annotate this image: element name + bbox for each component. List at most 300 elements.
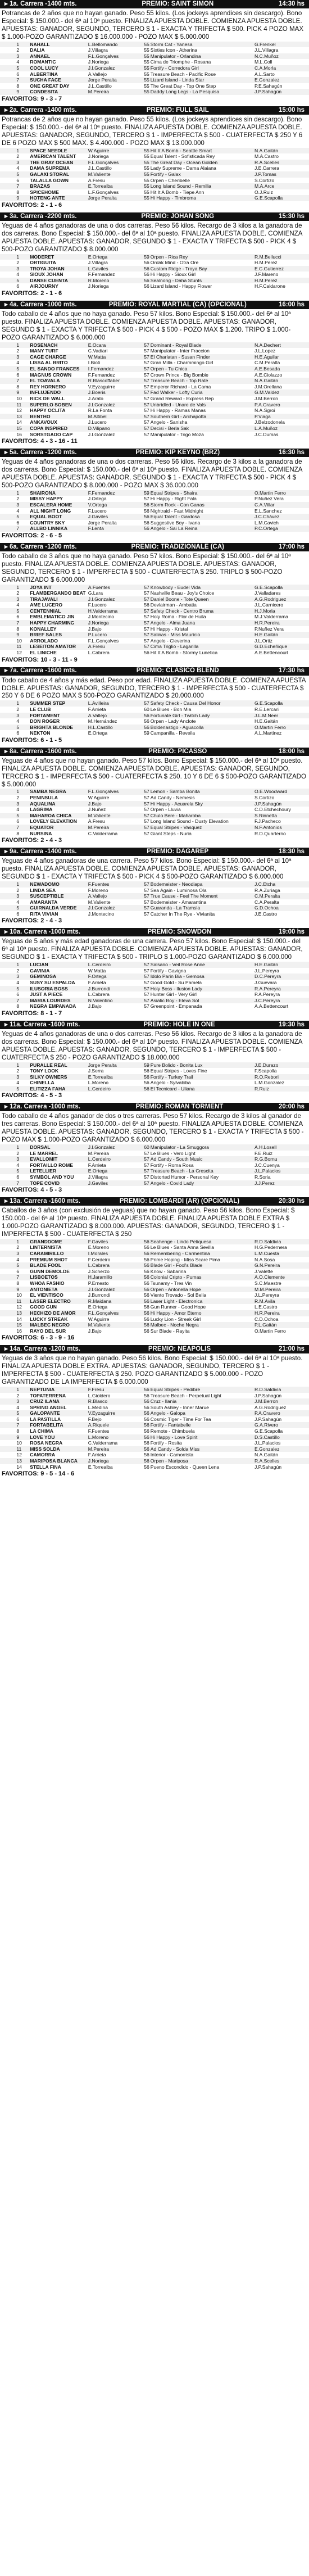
entries-table xyxy=(0,962,309,1009)
form-record xyxy=(0,1405,16,1411)
weight: 56 xyxy=(144,1316,149,1322)
table-row xyxy=(0,71,309,78)
form-record xyxy=(0,1162,16,1169)
saddle-number: 5 xyxy=(16,1410,29,1416)
sire-dam: Cruz - Ilania xyxy=(150,1398,254,1405)
race-header xyxy=(0,1197,309,1206)
weight: 57 xyxy=(144,887,149,893)
form-record xyxy=(0,1316,16,1323)
form-record xyxy=(0,730,16,736)
trainer-name: J.P.Sahagún xyxy=(254,801,309,807)
trainer-name: J.C.Etcha xyxy=(254,881,309,888)
jockey-name: J.I.Gonzalez xyxy=(88,65,137,71)
sire-dam: Angelo - Galopa xyxy=(150,1410,254,1416)
jockey-name: J.Gaviles xyxy=(88,1180,137,1187)
jockey-name: J.L.Castillo xyxy=(88,83,112,89)
trainer-name: E.Gonzalez xyxy=(254,77,309,83)
jockey-name: F.Gaviles xyxy=(88,1239,137,1245)
jockey-name: M.Valiente xyxy=(88,899,111,905)
race-conditions: Yeguas de 4 años que no hayan ganado. Peso 57 kilos. Bono Especial: $ 150.000.- del 6ª al 10ª puesto. FINALIZA APUESTA DOBLE. COMIENZA APUESTA DOBLE. APUESTAS: GANADOR, SEGUNDO, TERCERO $ 1 - IMPERFECTA $ 500 - CUATERFECTA $ 250. 10 Y 6 DE 6 $ 500-POZO GARANTIZADO $ 5.000.000 xyxy=(2,757,307,788)
saddle-number: 7 xyxy=(16,620,29,626)
sire-dam: Nightraid - Fast Midnight xyxy=(150,508,203,514)
horse-name: BRIEF SALES xyxy=(29,632,87,638)
table-row xyxy=(0,1269,309,1275)
weight: 56 xyxy=(144,1080,149,1086)
horse-name: AMARANTA xyxy=(30,899,58,905)
sire-dam: Hi Happy - Amor Eterno xyxy=(150,1310,254,1316)
sire-dam: Fortify - Galax xyxy=(150,171,254,178)
form-record xyxy=(0,526,16,532)
saddle-number: 7 xyxy=(16,378,29,384)
jockey-name: H.L.Castillo xyxy=(88,725,137,731)
table-row xyxy=(0,408,309,414)
race-number: ▸ 7a. Carrera - xyxy=(4,667,48,674)
table-row xyxy=(0,789,309,795)
horse-name: BRAZAS xyxy=(29,183,87,189)
trainer-name: J.L.Ortiz xyxy=(254,637,272,644)
table-row xyxy=(0,590,309,596)
saddle-number: 11 xyxy=(16,1298,29,1305)
horse-name: DANSE CUENTA xyxy=(29,278,87,284)
horse-name: PREMIUM SHOT xyxy=(30,1256,68,1262)
sire-dam: Daniel Boone - Tote Queen xyxy=(150,596,254,603)
horse-name: ROSA NEGRA xyxy=(30,1440,63,1446)
table-row xyxy=(0,596,309,603)
weight: 55 xyxy=(137,65,150,71)
trainer-name: G.E.Scapolla xyxy=(254,700,309,707)
horse-name: BLADE FOOL xyxy=(29,1262,87,1269)
jockey-name: F.Fernandez xyxy=(88,372,115,378)
jockey-name: J.Boeris xyxy=(88,390,137,396)
form-record xyxy=(0,1174,16,1180)
jockey-name: E.Torrealba xyxy=(88,1074,137,1080)
trainer-name: J.M.Berron xyxy=(254,1398,309,1405)
form-record xyxy=(0,47,16,53)
trainer-name: F.J.Pacheco xyxy=(254,818,281,825)
sire-dam: Hi Happy - Timbroma xyxy=(150,195,254,201)
table-row xyxy=(0,1062,309,1069)
form-record xyxy=(0,807,16,813)
jockey-name: F.L.Gonçalves xyxy=(88,53,137,60)
weight: 57 xyxy=(137,881,150,888)
sire-dam: Sea Again - Luminosa Ola xyxy=(150,887,207,893)
horse-name: MAGNUS CROWN xyxy=(30,372,72,378)
form-record xyxy=(0,1416,16,1423)
weight: 56 xyxy=(137,713,150,719)
jockey-name: D.Vilipano xyxy=(88,425,137,432)
jockey-name: H.Jaramillo xyxy=(88,1274,137,1280)
horse-name: GALOPANTE xyxy=(29,1410,87,1416)
form-record xyxy=(0,148,16,154)
trainer-name: F.E.Ruiz xyxy=(254,1150,272,1156)
favorites: FAVORITOS: 2 - 1 - 6 xyxy=(2,201,62,209)
sire-dam: Orpen - Cheribelle xyxy=(150,177,190,183)
form-record xyxy=(0,590,16,596)
horse-name: ANNAEL xyxy=(29,53,87,60)
horse-name: SYMBOL AND YOU xyxy=(30,1174,74,1180)
horse-name: SUPERLO SOBEN xyxy=(29,402,87,408)
trainer-name: J.Valette xyxy=(254,1268,273,1274)
form-record xyxy=(0,1080,16,1086)
sire-dam: Seahenge - Lindo Petiquesa xyxy=(150,1239,254,1245)
form-record xyxy=(0,260,16,266)
weight: 56 xyxy=(144,1428,149,1434)
weight: 57 xyxy=(144,383,149,390)
weight: 57 xyxy=(137,644,150,650)
trainer-name: J.M.Orellana xyxy=(254,383,282,390)
weight: 57 xyxy=(137,632,150,638)
jockey-name: J.Lucero xyxy=(88,419,107,425)
form-record xyxy=(0,254,16,260)
weight: 56 xyxy=(137,1446,150,1452)
saddle-number: 15 xyxy=(16,1322,29,1328)
weight: 57 xyxy=(144,496,149,502)
table-row xyxy=(0,968,309,974)
saddle-number: 2 xyxy=(16,260,20,266)
form-record xyxy=(0,1180,16,1187)
table-row xyxy=(0,1003,309,1009)
form-record xyxy=(0,402,16,408)
form-record xyxy=(0,632,16,638)
sire-dam: Orpen - Rica Rey xyxy=(150,254,254,260)
jockey-name: A.Fresu xyxy=(88,177,105,183)
sire-dam: Equal Stripes - Vasquez xyxy=(150,825,254,831)
table-row xyxy=(0,911,309,917)
jockey-name: M.Valiente xyxy=(88,171,137,178)
sire-dam: Grand Reward - Express Rep xyxy=(150,396,214,401)
race-distance: 1400 mts. xyxy=(47,0,77,7)
horse-name: TOPATERRENA xyxy=(30,1392,66,1398)
trainer-name: J.E.Carrera xyxy=(254,165,279,171)
horse-name: SILKY OWNERS xyxy=(29,1074,87,1080)
jockey-name: J.Ortega xyxy=(88,496,107,502)
jockey-name: M.Pereira xyxy=(88,89,137,95)
favorites: FAVORITOS: 8 - 1 - 7 xyxy=(2,1009,62,1017)
sire-dam: Dominant - Royal Blade xyxy=(150,342,254,348)
weight: 57 xyxy=(137,962,150,968)
saddle-number: 2 xyxy=(16,348,20,354)
horse-name: SPACE NEEDLE xyxy=(29,148,87,154)
race-distance: 1600 mts. xyxy=(50,1021,80,1028)
form-record xyxy=(0,1452,16,1458)
table-row xyxy=(0,893,309,899)
table-row xyxy=(0,1156,309,1162)
sire-dam: Ad Candy - South Music xyxy=(150,1156,254,1162)
table-row xyxy=(0,626,309,632)
race-header xyxy=(0,1345,309,1353)
weight: 57 xyxy=(144,992,149,998)
sire-dam: Prime Hoping - Miss Scare Pima xyxy=(150,1256,220,1262)
race-section xyxy=(0,212,309,298)
trainer-name: L.M.Cuesta xyxy=(254,1251,309,1257)
horse-name: SAMBA NEGRA xyxy=(29,789,87,795)
form-record xyxy=(0,414,16,420)
weight: 57 xyxy=(144,818,149,825)
form-record xyxy=(0,1310,16,1316)
sire-dam: Lady Supreme - Dama Alaiana xyxy=(150,165,216,171)
entries-table xyxy=(0,881,309,917)
form-record xyxy=(0,1322,16,1328)
favorites: FAVORITOS: 4 - 5 - 3 xyxy=(2,1187,62,1194)
weight: 57 xyxy=(137,813,150,819)
table-row xyxy=(0,1274,309,1280)
saddle-number: 2 xyxy=(16,590,20,596)
table-row xyxy=(0,414,309,420)
sire-dam: Decisi - Berla Sak xyxy=(150,425,254,432)
saddle-number: 3 xyxy=(16,354,29,360)
table-row xyxy=(0,508,309,514)
saddle-number: 15 xyxy=(16,425,29,432)
race-conditions: Potrancas de 2 años que no hayan ganado. Peso 55 kilos. (Los jockeys aprendices sin descargo). Bono Especial: $ 150.000.- del 6ª al 10ª puesto. FINALIZA APUESTA DOBLE. COMIENZA APUESTA DOBLE. APUESTAS: GANADOR, SEGUNDO, TERCERO $ 1 - IMPERFECTA $ 500 - CUATERFECTA $ 250 Y 6 DE 6 POZO MAX $ 500 MAX. $ 4.400.000 - POZO MAX $ 13.000.000 xyxy=(2,115,303,147)
race-number: ▸ 2a. Carrera - xyxy=(4,106,48,114)
form-record xyxy=(0,888,16,894)
sire-dam: Hi Happy - Acuarela Sky xyxy=(150,801,254,807)
trainer-name: J.L.M.Neer xyxy=(254,713,309,719)
form-record xyxy=(0,278,16,284)
sire-dam: Blade Girl - Fool's Blade xyxy=(150,1262,254,1269)
race-time: 16:30 hs xyxy=(278,449,305,456)
table-row xyxy=(0,986,309,992)
sire-dam: Suggestive Boy - Ivana xyxy=(150,519,201,526)
form-record xyxy=(0,962,16,968)
trainer-name: S.Cortizo xyxy=(254,795,275,801)
jockey-name: J.Villagra xyxy=(88,260,108,266)
horse-name: ALBERTINA xyxy=(30,71,58,77)
jockey-name: A.Fresu xyxy=(88,644,137,650)
trainer-name: R.D.Quarterno xyxy=(254,830,286,836)
race-conditions: Potrancas de 2 años que no hayan ganado. Peso 55 kilos. (Los jockeys aprendices sin descargo). Bono Especial: $ 150.000.- del 6ª al 10ª puesto. FINALIZA APUESTA DOBLE. COMIENZA APUESTA DOBLE. APUESTAS: GANADOR, SEGUNDO, TERCERO $ 1 - EXACTA Y TRIFECTA $ 500. PICK 4 POZO MAX $ 1.000-POZO GARANTIZADO $ 16.000.000 - POZO MAX $ 5.000.000 xyxy=(2,10,304,40)
form-record xyxy=(0,718,16,725)
race-header xyxy=(0,301,309,309)
sire-dam: Fortify - Rosita xyxy=(150,1440,182,1446)
trainer-name: D.C.Pereyra xyxy=(254,974,309,980)
trainer-name: P.L.Gaitán xyxy=(254,1322,309,1328)
horse-name: LISSA AL BRITO xyxy=(30,360,68,366)
sire-dam: Daddy Long Legs - La Pesquisa xyxy=(150,89,254,95)
weight: 56 xyxy=(137,1262,150,1269)
jockey-name: I.Morales xyxy=(88,1251,137,1257)
saddle-number: 2 xyxy=(16,1068,20,1074)
saddle-number: 9 xyxy=(16,390,29,396)
table-row xyxy=(0,1151,309,1157)
saddle-number: 6 xyxy=(16,730,20,736)
form-record xyxy=(0,1280,16,1287)
horse-name: REY HORNERO xyxy=(30,383,66,390)
horse-name: MISS SOLDA xyxy=(29,1446,87,1452)
weight: 56 xyxy=(137,1458,150,1464)
trainer-name: J.L.Carnicero xyxy=(254,602,284,608)
race-number: ▸ 14a. Carrera - xyxy=(4,1346,51,1352)
sire-dam: Le Blues - Vero Light xyxy=(150,1150,196,1156)
favorites: FAVORITOS: 9 - 5 - 14 - 6 xyxy=(2,1470,75,1478)
weight: 57 xyxy=(144,979,149,985)
table-row xyxy=(0,818,309,825)
sire-dam: Long Island Sound - Dusty Elevation xyxy=(150,818,229,825)
sire-dam: Angelo - Covid Lady xyxy=(150,1180,254,1187)
jockey-name: F.L.Gonçalves xyxy=(88,789,137,795)
form-record xyxy=(0,700,16,707)
form-record xyxy=(0,1446,16,1452)
form-record xyxy=(0,490,16,496)
jockey-name: E.Ortega xyxy=(88,730,108,736)
jockey-name: F.Cerdeiro xyxy=(88,1256,111,1262)
jockey-name: F.Moreno xyxy=(88,887,108,893)
jockey-name: E.Ortega xyxy=(88,1168,137,1174)
form-record xyxy=(0,189,16,196)
weight: 60 xyxy=(137,1144,150,1151)
weight: 56 xyxy=(137,1298,150,1305)
form-record xyxy=(0,496,16,502)
sire-dam: Hi Happy - Sioux Girl xyxy=(150,271,196,278)
race-conditions: Todo caballo de 4 años y más edad. Peso por edad. FINALIZA APUESTA DOBLE. COMIENZA APUESTA DOBLE. APUESTAS: GANADOR, SEGUNDO, TERCERO $ 1 - IMPERFECTA $ 500 - CUATERFECTA $ 250 Y 6 DE 6 POZO MAX $ 500-POZO GARANTIZADO $ 20.000.000 xyxy=(2,676,306,700)
saddle-number: 4 xyxy=(16,59,20,65)
trainer-name: R.M.Avila xyxy=(254,1298,309,1305)
trainer-name: P.A.Cravero xyxy=(254,402,309,408)
trainer-name: N.F.Antonios xyxy=(254,825,309,831)
trainer-name: N.A.Gaitán xyxy=(254,378,309,384)
saddle-number: 3 xyxy=(16,1398,29,1405)
saddle-number: 4 xyxy=(16,1404,20,1410)
saddle-number: 7 xyxy=(16,1274,29,1280)
trainer-name: J.C.Cuenya xyxy=(254,1162,280,1168)
horse-name: LINTERNISTA xyxy=(30,1244,62,1251)
jockey-name: V.Eyzaguirre xyxy=(88,1410,137,1416)
weight: 57 xyxy=(137,414,150,420)
sire-dam: True Cause - Feel The Moment xyxy=(150,893,254,899)
saddle-number: 5 xyxy=(16,725,29,731)
horse-name: DORSAL xyxy=(29,1144,87,1151)
sire-dam: Hit It A Bomb - Tiepe Ann xyxy=(150,189,205,195)
sire-dam: Lizard Island - Happy Flower xyxy=(150,283,212,289)
saddle-number: 3 xyxy=(16,1251,29,1257)
weight: 57 xyxy=(137,1168,150,1174)
sire-dam: Le Blues - Santa Anna Sevilla xyxy=(150,1244,215,1251)
form-record xyxy=(0,178,16,184)
saddle-number: 1 xyxy=(16,148,29,154)
horse-name: EVALLOMIT xyxy=(29,1156,87,1162)
horse-name: LAGRIMA xyxy=(30,807,53,813)
jockey-name: E.Moreno xyxy=(88,1244,109,1251)
table-row xyxy=(0,1287,309,1293)
saddle-number: 2 xyxy=(16,47,20,53)
horse-name: FORTAMENT xyxy=(29,713,87,719)
saddle-number: 10 xyxy=(16,1440,22,1446)
table-row xyxy=(0,725,309,731)
trainer-name: S.Cortizo xyxy=(254,177,275,183)
form-record xyxy=(0,1328,16,1334)
form-record xyxy=(0,1269,16,1275)
horse-name: FLAMBERGANDO BEAT xyxy=(30,590,86,596)
weight: 57 xyxy=(144,807,149,813)
weight: 57 xyxy=(137,986,150,992)
jockey-name: A.Vallejo xyxy=(88,713,137,719)
saddle-number: 16 xyxy=(16,431,22,437)
jockey-name: W.Matta xyxy=(88,967,106,974)
form-record xyxy=(0,514,16,520)
weight: 56 xyxy=(137,1274,150,1280)
table-row xyxy=(0,1446,309,1452)
weight: 56 xyxy=(144,650,149,656)
saddle-number: 5 xyxy=(16,171,29,178)
entries-table xyxy=(0,1387,309,1470)
table-row xyxy=(0,89,309,95)
table-row xyxy=(0,825,309,831)
race-section xyxy=(0,543,309,665)
entries-table xyxy=(0,1144,309,1186)
jockey-name: Jorge Peralta xyxy=(88,519,117,526)
race-distance: 2200 mts. xyxy=(47,212,77,220)
weight: 55 xyxy=(144,83,149,89)
sire-dam: Ordak Mind - Otra Ore xyxy=(150,260,199,266)
weight: 57 xyxy=(144,1174,149,1180)
weight: 55 xyxy=(137,183,150,189)
table-row xyxy=(0,638,309,644)
entries-table xyxy=(0,1239,309,1334)
jockey-name: M.Valiente xyxy=(88,813,137,819)
trainer-name: C.A.Villar xyxy=(254,502,309,508)
saddle-number: 5 xyxy=(16,905,29,911)
sire-dam: Lucky Lion - Streak Girl xyxy=(150,1316,201,1322)
sire-dam: Storm Cat - Yanesa xyxy=(150,42,254,48)
horse-name: SHAIRONA xyxy=(29,490,87,496)
form-record xyxy=(0,1244,16,1251)
race-section xyxy=(0,301,309,446)
race-time: 17:00 hs xyxy=(278,543,305,550)
trainer-name: R.D.Saldivia xyxy=(254,1239,309,1245)
weight: 56 xyxy=(137,1410,150,1416)
horse-name: HECHIZO DE AMOR xyxy=(29,1310,87,1316)
saddle-number: 4 xyxy=(16,1256,20,1262)
race-section xyxy=(0,106,309,210)
horse-name: PENINSULA xyxy=(30,795,58,801)
sire-dam: Fad Walker - Lofty Curia xyxy=(150,390,254,396)
trainer-name: J.P.Sahagún xyxy=(254,1416,282,1422)
sire-dam: Sealnong - Daha Stunts xyxy=(150,278,254,284)
saddle-number: 2 xyxy=(16,496,20,502)
jockey-name: L.Cerdeiro xyxy=(88,962,137,968)
jockey-name: J.Bajo xyxy=(88,1328,102,1334)
form-record xyxy=(0,1440,16,1446)
race-section xyxy=(0,848,309,926)
entries-table xyxy=(0,342,309,438)
saddle-number: 1 xyxy=(16,42,29,48)
jockey-name: F.Fernandez xyxy=(88,490,137,496)
weight: 56 xyxy=(144,508,149,514)
table-row xyxy=(0,713,309,719)
race-conditions: Yeguas de 3 años que no hayan ganado. Peso 56 kilos. Bono Especial: $ 150.000.- del 6ª al 10ª puesto. FINALIZA APUESTA DOBLE EXTRA. APUESTAS: GANADOR, SEGUNDO, TERCERO $ 1 - IMPERFECTA $ 500 - CUATERFECTA $ 250. POZO GARANTIZADO $ 5.000.000 - POZO GARANTIZADO DE LA IMPERFECTA $ 6.000.000 xyxy=(2,1355,303,1386)
race-header xyxy=(0,848,309,856)
weight: 55 xyxy=(137,148,150,154)
saddle-number: 9 xyxy=(16,1287,29,1293)
trainer-name: M.A.Castro xyxy=(254,153,279,160)
saddle-number: 4 xyxy=(16,360,20,366)
sire-dam: Orpen - Antonella Hope xyxy=(150,1287,254,1293)
form-record xyxy=(0,89,16,95)
table-row xyxy=(0,348,309,354)
jockey-name: L.Gioldero xyxy=(88,1392,111,1398)
trainer-name: C.M.Peralta xyxy=(254,360,280,366)
form-record xyxy=(0,42,16,48)
trainer-name: R.E.Lercari xyxy=(254,706,279,712)
sire-dam: Safety Check - Centro Bruma xyxy=(150,608,254,614)
race-distance: 1400 mts. xyxy=(47,106,77,114)
race-header xyxy=(0,667,309,676)
table-row xyxy=(0,1144,309,1151)
table-row xyxy=(0,254,309,260)
race-distance: 1200 mts. xyxy=(47,449,77,456)
horse-name: GEMINOSA xyxy=(29,974,87,980)
horse-name: GUIRNALDA VERDE xyxy=(29,905,87,911)
